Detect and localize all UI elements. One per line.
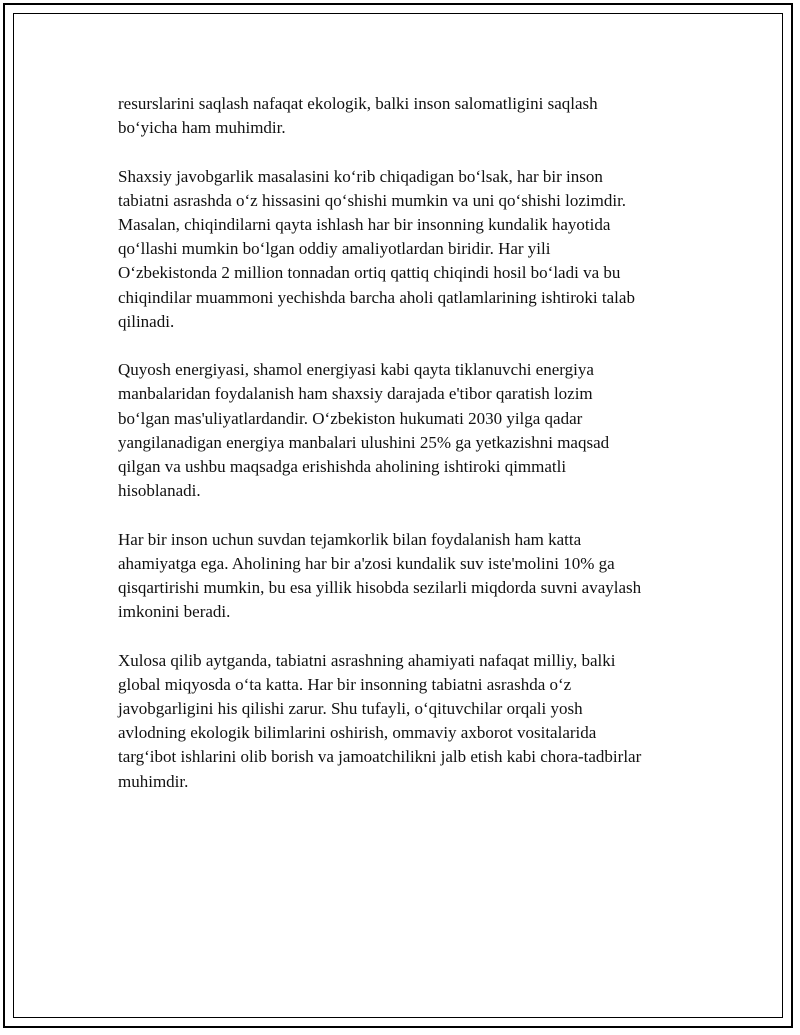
- text-line: bo‘lgan mas'uliyatlardandir. O‘zbekiston hukumati 2030 yilga qadar: [118, 408, 583, 428]
- paragraph-3: [118, 358, 698, 503]
- text-line: qisqartirishi mumkin, bu esa yillik hisobda sezilarli miqdorda suvni avaylash: [118, 578, 642, 598]
- text-line: muhimdir.: [118, 771, 189, 791]
- text-line: manbalaridan foydalanish ham shaxsiy darajada e'tibor qaratish lozim: [118, 384, 593, 404]
- paragraph-4: [118, 528, 698, 625]
- text-line: qilinadi.: [118, 311, 175, 331]
- text-line: tabiatni asrashda o‘z hissasini qo‘shishi mumkin va uni qo‘shishi lozimdir.: [118, 190, 627, 210]
- text-line: chiqindilar muammoni yechishda barcha aholi qatlamlarining ishtiroki talab: [118, 287, 635, 307]
- text-line: bo‘yicha ham muhimdir.: [118, 118, 286, 138]
- text-line: imkonini beradi.: [118, 602, 231, 622]
- text-line: qilgan va ushbu maqsadga erishishda aholining ishtiroki qimmatli: [118, 457, 567, 477]
- text-line: Masalan, chiqindilarni qayta ishlash har bir insonning kundalik hayotida: [118, 215, 611, 234]
- text-line: Shaxsiy javobgarlik masalasini ko‘rib chiqadigan bo‘lsak, har bir inson: [118, 166, 603, 186]
- text-line: yangilanadigan energiya manbalari ulushini 25% ga yetkazishni maqsad: [118, 432, 610, 452]
- text-line: avlodning ekologik bilimlarini oshirish, ommaviy axborot vositalarida: [118, 723, 597, 743]
- text-line: resurslarini saqlash nafaqat ekologik, balki inson salomatligini saqlash: [118, 94, 598, 113]
- text-line: O‘zbekistonda 2 million tonnadan ortiq qattiq chiqindi hosil bo‘ladi va bu: [118, 263, 621, 283]
- text-line: targ‘ibot ishlarini olib borish va jamoatchilikni jalb etish kabi chora-tadbirlar: [118, 747, 642, 767]
- paragraph-2: [118, 165, 698, 334]
- text-line: javobgarligini his qilishi zarur. Shu tufayli, o‘qituvchilar orqali yosh: [118, 699, 583, 719]
- text-line: Xulosa qilib aytganda, tabiatni asrashning ahamiyati nafaqat milliy, balki: [118, 650, 616, 670]
- text-line: Har bir inson uchun suvdan tejamkorlik bilan foydalanish ham katta: [118, 529, 582, 549]
- text-line: ahamiyatga ega. Aholining har bir a'zosi kundalik suv iste'molini 10% ga: [118, 553, 615, 573]
- document-body: [118, 92, 698, 818]
- paragraph-5: [118, 649, 698, 794]
- text-line: qo‘llashi mumkin bo‘lgan oddiy amaliyotlardan biridir. Har yili: [118, 239, 551, 259]
- text-line: hisoblanadi.: [118, 481, 201, 501]
- text-line: global miqyosda o‘ta katta. Har bir insonning tabiatni asrashda o‘z: [118, 674, 572, 694]
- text-line: Quyosh energiyasi, shamol energiyasi kabi qayta tiklanuvchi energiya: [118, 360, 594, 380]
- paragraph-1: [118, 92, 698, 140]
